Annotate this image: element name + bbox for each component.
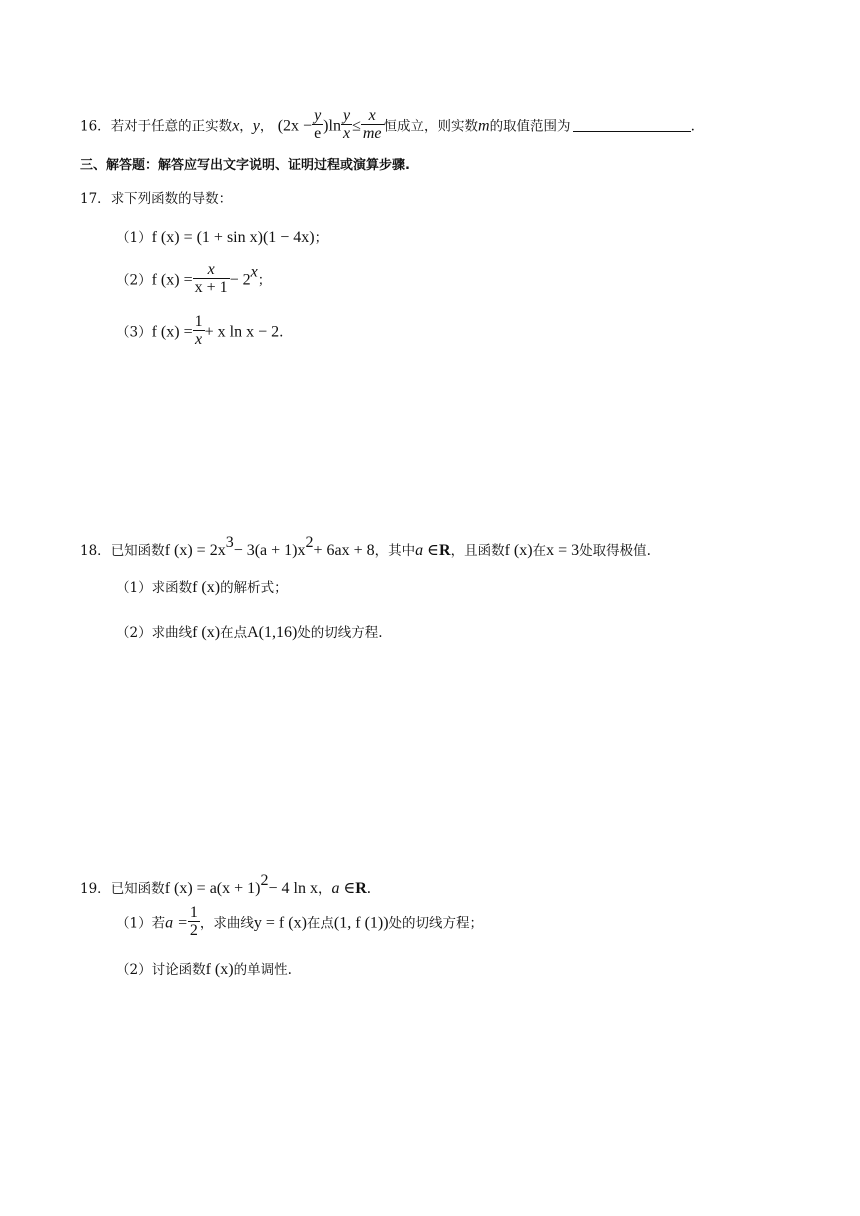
math-expression: a = bbox=[165, 914, 188, 932]
math-fraction bbox=[193, 314, 205, 348]
answer-blank bbox=[573, 119, 691, 132]
math-expression: + 6ax + 8 bbox=[313, 542, 375, 559]
question-text: 已知函数 bbox=[110, 881, 165, 897]
math-exponent: x bbox=[250, 263, 258, 281]
question-text: 求下列函数的导数： bbox=[110, 191, 233, 207]
math-exponent: 3 bbox=[225, 534, 234, 551]
fraction-numerator: y bbox=[342, 107, 351, 124]
question-19 bbox=[80, 873, 371, 897]
separator: ， bbox=[239, 118, 253, 135]
separator: ， bbox=[259, 118, 274, 135]
question-text: ，且函数 bbox=[450, 543, 505, 559]
question-17-part-1 bbox=[116, 230, 328, 246]
question-17-part-2 bbox=[116, 261, 272, 298]
question-18-part-1 bbox=[116, 580, 288, 596]
math-expression: A(1,16) bbox=[247, 624, 298, 641]
math-operator: ≤ bbox=[352, 117, 361, 135]
punctuation: . bbox=[690, 118, 695, 135]
part-label: （1） bbox=[116, 915, 152, 932]
math-expression: y = f (x) bbox=[253, 914, 307, 932]
math-variable: y bbox=[252, 117, 260, 135]
math-variable: x bbox=[232, 117, 240, 135]
question-text: 的单调性. bbox=[233, 962, 292, 978]
question-text: 已知函数 bbox=[110, 543, 165, 559]
question-text: 处取得极值. bbox=[579, 543, 651, 559]
math-expression: (1, f (1)) bbox=[333, 914, 389, 932]
math-expression: f (x) = (1 + sin x)(1 − 4x) bbox=[151, 229, 315, 246]
math-expression: (2x − bbox=[277, 117, 313, 135]
math-expression: f (x) bbox=[504, 542, 533, 559]
math-fraction bbox=[312, 108, 323, 142]
math-expression: − 4 ln x bbox=[268, 880, 318, 897]
question-18-part-2 bbox=[116, 625, 383, 641]
question-number: 18． bbox=[80, 543, 111, 559]
part-label: （2） bbox=[116, 625, 152, 641]
question-text: 在点 bbox=[306, 915, 334, 932]
fraction-numerator: 1 bbox=[189, 904, 198, 921]
question-text: 在 bbox=[532, 543, 547, 559]
math-expression: )ln bbox=[323, 117, 341, 135]
punctuation: . bbox=[366, 880, 371, 897]
question-text: 处的切线方程. bbox=[297, 625, 383, 641]
math-exponent: 2 bbox=[305, 534, 314, 551]
question-text: 的取值范围为 bbox=[489, 118, 571, 135]
math-variable: m bbox=[478, 117, 490, 135]
math-fraction bbox=[193, 262, 230, 296]
punctuation: . bbox=[279, 324, 284, 341]
question-19-part-2 bbox=[116, 962, 292, 978]
real-number-set: R bbox=[355, 880, 367, 897]
question-number: 16． bbox=[80, 118, 111, 135]
math-expression: f (x) = 2x bbox=[164, 542, 226, 559]
part-label: （2） bbox=[116, 962, 152, 978]
fraction-denominator: x bbox=[342, 125, 351, 142]
part-label: （3） bbox=[116, 324, 152, 341]
punctuation: ； bbox=[314, 230, 329, 246]
math-fraction bbox=[361, 108, 384, 142]
question-text: 若 bbox=[151, 915, 166, 932]
part-label: （1） bbox=[116, 230, 152, 246]
question-text: 恒成立，则实数 bbox=[383, 118, 478, 135]
fraction-numerator: 1 bbox=[194, 313, 203, 330]
question-text: 的解析式； bbox=[220, 580, 288, 596]
part-label: （1） bbox=[116, 580, 152, 596]
punctuation: ； bbox=[257, 272, 272, 289]
question-text: 求曲线 bbox=[151, 625, 193, 641]
question-text: 处的切线方程； bbox=[388, 915, 484, 932]
question-18 bbox=[80, 535, 651, 559]
math-expression: − 3(a + 1)x bbox=[233, 542, 306, 559]
fraction-numerator: y bbox=[314, 107, 322, 124]
math-fraction bbox=[188, 905, 200, 939]
question-16 bbox=[80, 107, 695, 144]
math-fraction bbox=[341, 108, 352, 142]
math-expression: a ∈ bbox=[415, 542, 440, 559]
fraction-denominator: me bbox=[362, 125, 382, 142]
math-expression: f (x) bbox=[192, 579, 221, 596]
question-text: 讨论函数 bbox=[151, 962, 206, 978]
math-expression: f (x) bbox=[205, 961, 234, 978]
question-19-part-1 bbox=[116, 904, 484, 941]
math-expression: x = 3 bbox=[546, 542, 580, 559]
fraction-denominator: x + 1 bbox=[194, 279, 228, 296]
fraction-numerator: x bbox=[207, 261, 215, 278]
math-expression: − 2 bbox=[229, 271, 251, 289]
math-expression: f (x) bbox=[192, 624, 221, 641]
question-text: ，求曲线 bbox=[199, 915, 254, 932]
question-17-part-3 bbox=[116, 313, 284, 350]
section-heading: 三、解答题：解答应写出文字说明、证明过程或演算步骤. bbox=[80, 158, 410, 173]
question-text: 求函数 bbox=[151, 580, 193, 596]
question-text: 在点 bbox=[220, 625, 248, 641]
fraction-denominator: x bbox=[193, 330, 205, 348]
math-expression: f (x) = a(x + 1) bbox=[164, 880, 261, 897]
question-text: ，其中 bbox=[374, 543, 416, 559]
question-number: 19． bbox=[80, 881, 111, 897]
part-label: （2） bbox=[116, 272, 152, 289]
question-17 bbox=[80, 193, 232, 207]
real-number-set: R bbox=[439, 542, 451, 559]
fraction-numerator: x bbox=[368, 107, 376, 124]
math-expression: f (x) = bbox=[151, 271, 193, 289]
math-expression: f (x) = bbox=[151, 323, 193, 341]
fraction-denominator: e bbox=[314, 125, 322, 142]
fraction-denominator: 2 bbox=[189, 922, 198, 939]
question-text: 若对于任意的正实数 bbox=[110, 118, 233, 135]
math-expression: a ∈ bbox=[331, 880, 356, 897]
math-expression: + x ln x − 2 bbox=[204, 323, 280, 341]
separator: ， bbox=[317, 881, 332, 897]
question-number: 17． bbox=[80, 191, 111, 207]
math-exponent: 2 bbox=[260, 872, 269, 889]
